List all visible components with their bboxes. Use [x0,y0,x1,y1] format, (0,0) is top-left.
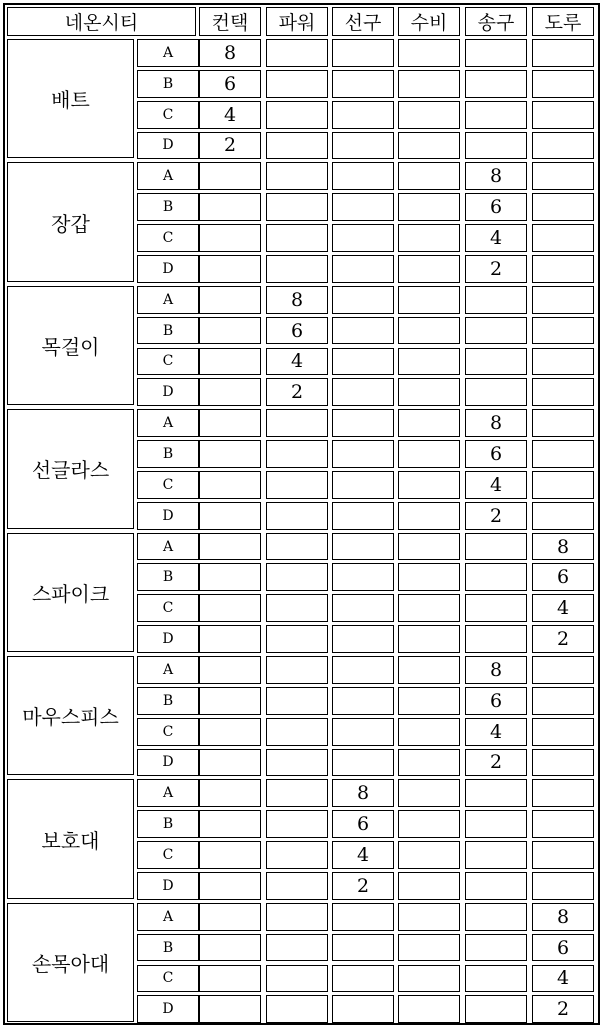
value-cell [332,718,394,746]
grade-label: D [137,132,199,160]
value-cell: 6 [532,934,594,962]
value-cell [532,317,594,345]
value-cell [398,995,460,1023]
value-cell [465,810,527,838]
value-cell: 2 [532,995,594,1023]
value-cell [199,563,261,591]
value-cell [532,718,594,746]
value-cell [332,471,394,499]
grade-label: A [137,903,199,931]
item-name: 손목아대 [7,903,134,1022]
column-header: 송구 [465,7,527,36]
value-cell [465,872,527,900]
value-cell [398,224,460,252]
grade-label: C [137,348,199,376]
value-cell [532,378,594,406]
value-cell [199,718,261,746]
value-cell: 8 [465,162,527,190]
value-cell [398,471,460,499]
value-cell [465,132,527,160]
value-cell: 6 [532,563,594,591]
value-cell: 2 [199,132,261,160]
value-cell [398,625,460,653]
value-cell [332,193,394,221]
value-cell: 6 [465,193,527,221]
value-cell: 4 [465,224,527,252]
value-cell [532,348,594,376]
value-cell [332,625,394,653]
value-cell [332,162,394,190]
value-cell [332,39,394,67]
value-cell [398,502,460,530]
value-cell: 4 [332,841,394,869]
item-name: 장갑 [7,162,134,281]
grade-label: D [137,749,199,777]
value-cell [266,934,328,962]
value-cell [398,687,460,715]
value-cell [332,749,394,777]
value-cell [465,378,527,406]
grade-label: A [137,409,199,437]
value-cell [332,132,394,160]
column-header: 수비 [398,7,460,36]
value-cell [532,132,594,160]
grade-label: A [137,656,199,684]
value-cell [532,471,594,499]
value-cell [532,687,594,715]
value-cell [398,132,460,160]
value-cell [199,841,261,869]
value-cell [332,533,394,561]
value-cell [532,841,594,869]
grade-label: D [137,502,199,530]
value-cell [465,70,527,98]
value-cell [199,965,261,993]
value-cell [398,656,460,684]
value-cell [332,378,394,406]
value-cell [199,317,261,345]
value-cell [398,286,460,314]
item-name: 배트 [7,39,134,158]
value-cell [398,872,460,900]
value-cell [199,872,261,900]
column-header: 도루 [532,7,594,36]
value-cell [465,317,527,345]
value-cell [465,934,527,962]
value-cell [398,193,460,221]
value-cell [199,749,261,777]
value-cell [398,903,460,931]
grade-label: B [137,563,199,591]
value-cell [465,625,527,653]
value-cell [398,810,460,838]
value-cell [199,779,261,807]
column-header: 선구 [332,7,394,36]
value-cell: 4 [532,965,594,993]
grade-label: C [137,718,199,746]
value-cell: 8 [266,286,328,314]
value-cell: 6 [465,687,527,715]
grade-label: B [137,934,199,962]
value-cell [532,656,594,684]
value-cell: 8 [199,39,261,67]
value-cell [398,409,460,437]
value-cell [465,779,527,807]
value-cell [266,965,328,993]
value-cell [532,162,594,190]
value-cell [266,162,328,190]
value-cell [532,193,594,221]
value-cell [332,317,394,345]
grade-label: A [137,39,199,67]
column-header: 컨택 [199,7,261,36]
value-cell [266,224,328,252]
value-cell [332,656,394,684]
value-cell [266,563,328,591]
value-cell [465,841,527,869]
value-cell [398,749,460,777]
value-cell [266,841,328,869]
value-cell [199,286,261,314]
value-cell [332,286,394,314]
item-name: 선글라스 [7,409,134,528]
value-cell [398,965,460,993]
value-cell [199,687,261,715]
value-cell [332,594,394,622]
item-name: 보호대 [7,779,134,898]
value-cell: 6 [332,810,394,838]
value-cell [465,563,527,591]
value-cell [398,533,460,561]
value-cell: 2 [465,502,527,530]
value-cell [266,995,328,1023]
value-cell: 2 [266,378,328,406]
value-cell: 6 [266,317,328,345]
grade-label: B [137,440,199,468]
value-cell [332,502,394,530]
value-cell [532,286,594,314]
value-cell [398,162,460,190]
value-cell [266,39,328,67]
item-name: 목걸이 [7,286,134,405]
value-cell [199,162,261,190]
value-cell [332,934,394,962]
value-cell [199,348,261,376]
value-cell [398,348,460,376]
grade-label: C [137,965,199,993]
value-cell: 2 [465,255,527,283]
value-cell [398,440,460,468]
column-header: 파워 [266,7,328,36]
value-cell: 8 [465,656,527,684]
grade-label: C [137,224,199,252]
value-cell [266,502,328,530]
value-cell [465,533,527,561]
value-cell [398,101,460,129]
value-cell [532,101,594,129]
value-cell [199,471,261,499]
value-cell: 4 [465,471,527,499]
value-cell [266,132,328,160]
value-cell [398,39,460,67]
value-cell: 8 [532,903,594,931]
value-cell [398,563,460,591]
value-cell [332,995,394,1023]
value-cell [465,903,527,931]
value-cell [266,903,328,931]
grade-label: A [137,533,199,561]
value-cell [398,70,460,98]
value-cell [199,255,261,283]
value-cell [266,749,328,777]
value-cell [332,348,394,376]
value-cell [266,255,328,283]
item-name: 스파이크 [7,533,134,652]
value-cell [332,965,394,993]
value-cell [532,779,594,807]
value-cell [266,594,328,622]
value-cell [266,872,328,900]
value-cell [532,749,594,777]
grade-label: B [137,687,199,715]
value-cell [266,193,328,221]
value-cell [532,810,594,838]
grade-label: B [137,193,199,221]
value-cell [199,995,261,1023]
value-cell: 4 [199,101,261,129]
grade-label: A [137,162,199,190]
value-cell: 4 [532,594,594,622]
value-cell: 8 [532,533,594,561]
value-cell [532,70,594,98]
value-cell [465,965,527,993]
value-cell: 6 [465,440,527,468]
value-cell [199,934,261,962]
value-cell [398,317,460,345]
value-cell [332,440,394,468]
value-cell [266,687,328,715]
grade-label: D [137,872,199,900]
value-cell [332,70,394,98]
value-cell [398,378,460,406]
value-cell [199,594,261,622]
value-cell [332,255,394,283]
value-cell [532,409,594,437]
value-cell: 6 [199,70,261,98]
value-cell [465,39,527,67]
value-cell [465,348,527,376]
value-cell [398,255,460,283]
stat-table [3,3,600,1025]
grade-label: D [137,255,199,283]
value-cell [199,224,261,252]
value-cell [398,779,460,807]
value-cell [199,903,261,931]
value-cell [532,872,594,900]
value-cell [266,70,328,98]
value-cell: 2 [465,749,527,777]
value-cell [465,594,527,622]
grade-label: B [137,810,199,838]
value-cell: 8 [332,779,394,807]
grade-label: C [137,471,199,499]
value-cell [332,224,394,252]
value-cell [266,471,328,499]
value-cell [266,810,328,838]
value-cell [266,409,328,437]
value-cell [199,502,261,530]
value-cell [199,533,261,561]
grade-label: C [137,594,199,622]
value-cell [465,286,527,314]
grade-label: B [137,70,199,98]
grade-label: C [137,841,199,869]
value-cell [465,995,527,1023]
value-cell [199,193,261,221]
value-cell [199,656,261,684]
value-cell [532,502,594,530]
value-cell [199,810,261,838]
value-cell [332,101,394,129]
grade-label: A [137,286,199,314]
grade-label: C [137,101,199,129]
value-cell [532,255,594,283]
value-cell [199,409,261,437]
value-cell [266,718,328,746]
value-cell [266,779,328,807]
value-cell [332,563,394,591]
value-cell [199,440,261,468]
item-name: 마우스피스 [7,656,134,775]
value-cell: 2 [532,625,594,653]
value-cell [532,39,594,67]
value-cell [532,440,594,468]
value-cell [532,224,594,252]
grade-label: A [137,779,199,807]
grade-label: D [137,378,199,406]
value-cell [199,378,261,406]
grade-label: D [137,995,199,1023]
value-cell: 2 [332,872,394,900]
grade-label: B [137,317,199,345]
value-cell [199,625,261,653]
value-cell [332,687,394,715]
value-cell [398,718,460,746]
value-cell [266,533,328,561]
grade-label: D [137,625,199,653]
table-title: 네온시티 [7,7,196,36]
value-cell [398,841,460,869]
value-cell [266,101,328,129]
value-cell [266,656,328,684]
value-cell [398,934,460,962]
value-cell [266,625,328,653]
value-cell: 4 [465,718,527,746]
value-cell [465,101,527,129]
value-cell [398,594,460,622]
value-cell [266,440,328,468]
value-cell: 8 [465,409,527,437]
value-cell: 4 [266,348,328,376]
value-cell [332,409,394,437]
value-cell [332,903,394,931]
